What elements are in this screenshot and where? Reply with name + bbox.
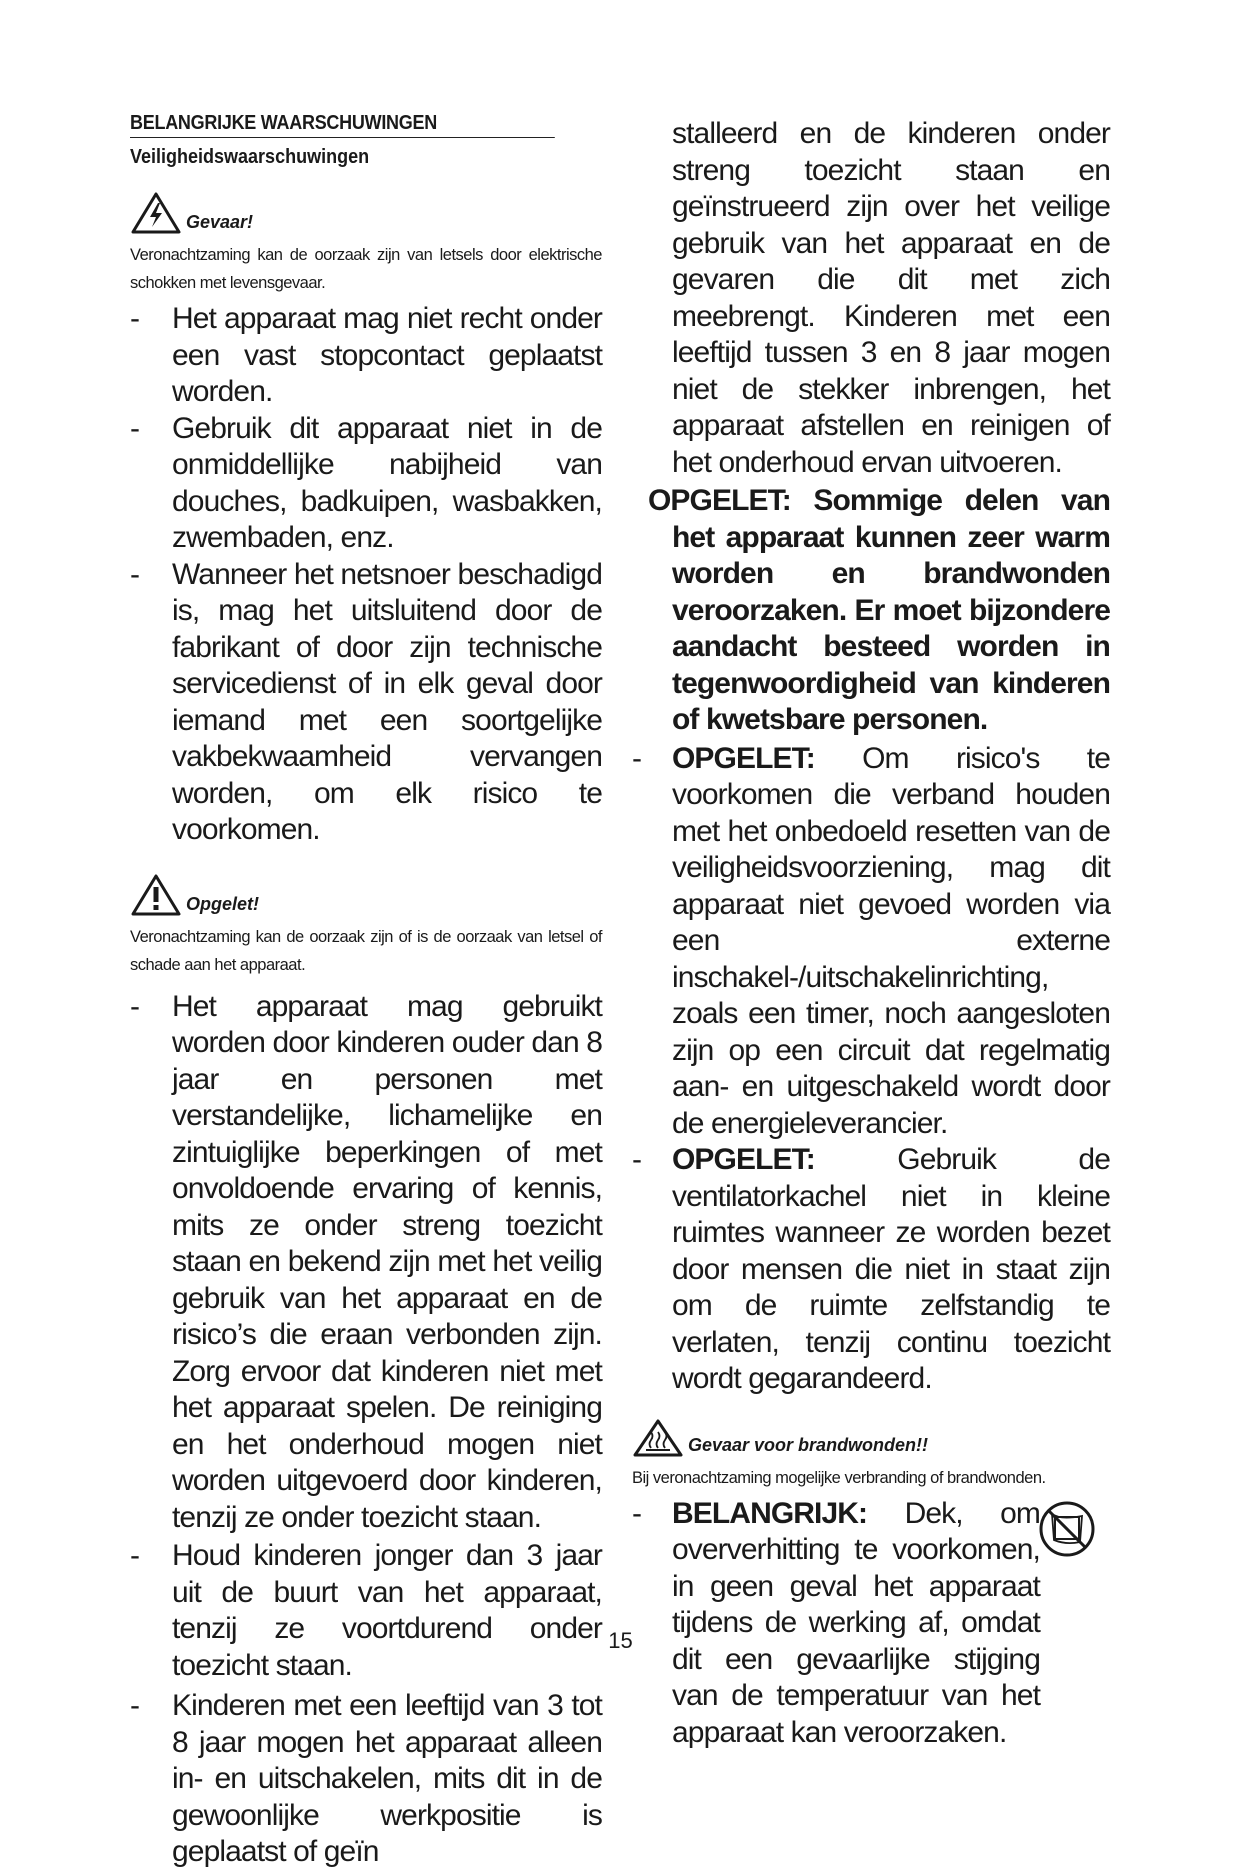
list-item	[632, 1142, 1110, 1398]
item-text: Dek, om oververhitting te voorkomen, in geen geval het apparaat tijdens de werking af, omdat dit een gevaarlijke stijging van de temperatuur van het apparaat kan veroorzaken.	[672, 1496, 1040, 1749]
danger-description: Veronachtzaming kan de oorzaak zijn van letsels door elektrische schokken met levensgevaar.	[130, 246, 602, 292]
item-keyword: OPGELET:	[672, 1143, 815, 1176]
danger-title: Gevaar!	[186, 212, 254, 232]
list-item: - Gebruik dit apparaat niet in de onmiddellijke nabijheid van douches, badkuipen, wasbakken, zwembaden, enz.	[130, 411, 602, 557]
caution-header	[130, 873, 602, 917]
item-text: Gebruik de ventilatorkachel niet in kleine ruimtes wanneer ze worden bezet door mensen die niet in staat zijn om de ruimte zelfstandig te verlaten, tenzij continu toezicht wordt gegarandeerd.	[672, 1143, 1110, 1395]
list-item: - Wanneer het netsnoer beschadigd is, mag het uitsluitend door de fabrikant of door zijn technische servicedienst of in elk geval door iemand met een soortgelijke vakbekwaamheid vervangen worden, om elk risico te voorkomen.	[130, 557, 602, 849]
burn-description: Bij veronachtzaming mogelijke verbranding of brandwonden.	[632, 1468, 1046, 1487]
list-item: - Kinderen met een leeftijd van 3 tot 8 jaar mogen het apparaat alleen in- en uitschakelen, mits dit in de gewoonlijke werkpositie is geplaatst of geïn	[130, 1688, 602, 1871]
caution-list	[130, 989, 602, 1871]
list-item-continuation: stalleerd en de kinderen onder streng toezicht staan en geïnstrueerd zijn over het veilige gebruik van het apparaat en de gevaren die dit met zich meebrengt. Kinderen met een leeftijd tussen 3 en 8 jaar mogen niet de stekker inbrengen, het apparaat afstellen en reinigen of het onderhoud ervan uitvoeren.	[672, 117, 1110, 479]
warning-callout	[632, 483, 1110, 739]
section-heading: BELANGRIJKE WAARSCHUWINGEN	[130, 112, 555, 138]
list-item	[632, 741, 1110, 1143]
page-number: 15	[608, 1628, 633, 1653]
list-item: - Het apparaat mag niet recht onder een vast stopcontact geplaatst worden.	[130, 301, 602, 411]
caution-title: Opgelet!	[186, 893, 260, 914]
hot-surface-warning-icon	[632, 1418, 684, 1458]
caution-list-right	[632, 741, 1110, 1398]
danger-list	[130, 301, 602, 849]
caution-description: Veronachtzaming kan de oorzaak zijn of is de oorzaak van letsel of schade aan het apparaat.	[130, 927, 602, 974]
item-keyword: OPGELET:	[672, 741, 815, 775]
caution-warning-icon	[130, 873, 182, 917]
list-item: - Houd kinderen jonger dan 3 jaar uit de buurt van het apparaat, tenzij ze voortdurend onder toezicht staan.	[130, 1538, 602, 1684]
burn-item-row	[632, 1496, 1110, 1752]
left-column	[130, 112, 602, 1871]
item-keyword: BELANGRIJK:	[672, 1496, 868, 1530]
danger-header	[130, 191, 602, 235]
burn-title: Gevaar voor brandwonden!!	[688, 1434, 929, 1455]
callout-text: OPGELET: Sommige delen van het apparaat kunnen zeer warm worden en brandwonden veroorzaken. Er moet bijzondere aandacht besteed worden in tegenwoordigheid van kinderen of kwetsbare personen.	[648, 484, 1110, 736]
section-subheading: Veiligheidswaarschuwingen	[130, 146, 370, 168]
list-item: - Het apparaat mag gebruikt worden door kinderen ouder dan 8 jaar en personen met verstandelijke, lichamelijke en zintuiglijke beperkingen of met onvoldoende ervaring of kennis, mits ze onder streng toezicht staan en bekend zijn met het veilig gebruik van het apparaat en de risico’s die eraan verbonden zijn. Zorg ervoor dat kinderen niet met het apparaat spelen. De reiniging en het onderhoud mogen niet worden uitgevoerd door kinderen, tenzij ze onder toezicht staan.	[130, 989, 602, 1537]
electric-shock-warning-icon	[130, 191, 182, 235]
do-not-cover-icon	[1038, 1500, 1096, 1563]
right-column	[632, 116, 1110, 1751]
item-text: Om risico's te voorkomen die verband houden met het onbedoeld resetten van de veiligheidsvoorziening, mag dit apparaat niet gevoed worden via een externe inschakel-/uitschakelinrichting, zoals een timer, noch aangesloten zijn op een circuit dat regelmatig aan- en uitgeschakeld wordt door de energieleverancier.	[672, 741, 1110, 1140]
burn-header	[632, 1418, 1110, 1458]
